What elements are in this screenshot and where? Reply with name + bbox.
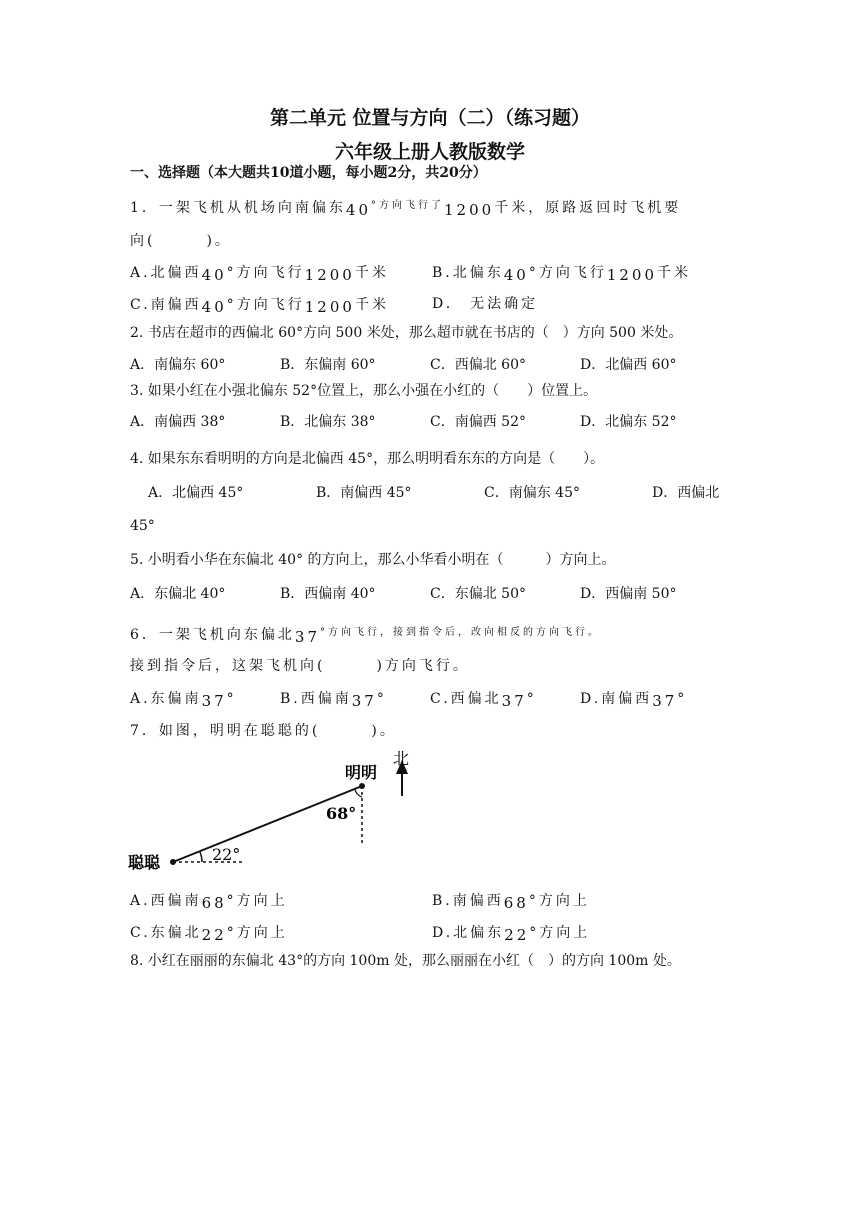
question-7-option-a[interactable]: A.西偏南68°方向上 [130, 893, 288, 912]
question-1-stem-cont: 向( )。 [130, 233, 232, 249]
question-5-option-a[interactable]: A．东偏北 40° [130, 586, 226, 602]
question-3-option-a[interactable]: A．南偏西 38° [130, 414, 226, 430]
question-6-option-d[interactable]: D.南偏西37° [580, 691, 688, 710]
question-4-option-d[interactable]: D．西偏北 [652, 485, 720, 501]
question-1-option-c[interactable]: C.南偏西40°方向飞行1200千米 [130, 297, 389, 316]
angle-arc-top [355, 789, 362, 797]
question-6-option-a[interactable]: A.东偏南37° [130, 691, 237, 710]
question-2-option-c[interactable]: C．西偏北 60° [430, 357, 526, 373]
question-5-stem: 5. 小明看小华在东偏北 40° 的方向上，那么小华看小明在（ ）方向上。 [130, 552, 616, 568]
page-title: 第二单元 位置与方向（二）（练习题） [269, 107, 591, 129]
question-2-option-b[interactable]: B．东偏南 60° [280, 357, 376, 373]
question-3-stem: 3. 如果小红在小强北偏东 52°位置上，那么小强在小红的（ ）位置上。 [130, 383, 598, 399]
question-8-stem: 8. 小红在丽丽的东偏北 43°的方向 100m 处，那么丽丽在小红（ ）的方向 100m 处。 [130, 953, 681, 969]
question-6-stem: 6．一架飞机向东偏北$37^{^\circ 方向飞行,接到指令后,改向相反的方向飞行。}$ [130, 627, 602, 646]
north-label: 北 [393, 749, 410, 768]
question-1-option-a[interactable]: A.北偏西40°方向飞行1200千米 [130, 265, 389, 284]
question-2-stem: 2. 书店在超市的西偏北 60°方向 500 米处，那么超市就在书店的（ ）方向 500 米处。 [130, 325, 683, 341]
question-5-option-c[interactable]: C．东偏北 50° [430, 586, 526, 602]
question-2-option-a[interactable]: A．南偏东 60° [130, 357, 226, 373]
question-3-option-b[interactable]: B．北偏东 38° [280, 414, 376, 430]
question-1-option-b[interactable]: B.北偏东40°方向飞行1200千米 [432, 265, 692, 284]
section-heading: 一、选择题（本大题共10道小题，每小题2分，共20分） [130, 165, 487, 181]
question-4-option-c[interactable]: C．南偏东 45° [484, 485, 580, 501]
point-label-mingming: 明明 [345, 763, 378, 782]
point-mingming [359, 783, 365, 789]
question-4-option-b[interactable]: B．南偏西 45° [316, 485, 412, 501]
point-label-congcong: 聪聪 [128, 853, 161, 872]
question-6-option-b[interactable]: B.西偏南37° [280, 691, 387, 710]
question-7-option-b[interactable]: B.南偏西68°方向上 [432, 893, 590, 912]
direction-figure [120, 742, 440, 872]
question-2-option-d[interactable]: D．北偏西 60° [580, 357, 677, 373]
question-3-option-c[interactable]: C．南偏西 52° [430, 414, 526, 430]
question-7-option-c[interactable]: C.东偏北22°方向上 [130, 925, 288, 944]
point-congcong [170, 859, 176, 865]
question-6-option-c[interactable]: C.西偏北37° [430, 691, 537, 710]
question-1-option-d[interactable]: D. 无法确定 [432, 296, 539, 312]
question-3-option-d[interactable]: D．北偏东 52° [580, 414, 677, 430]
question-4-option-a[interactable]: A．北偏西 45° [148, 485, 244, 501]
question-5-option-d[interactable]: D．西偏南 50° [580, 586, 677, 602]
question-5-option-b[interactable]: B．西偏南 40° [280, 586, 376, 602]
question-4-stem: 4. 如果东东看明明的方向是北偏西 45°，那么明明看东东的方向是（ ）。 [130, 451, 605, 467]
question-4-option-d-cont: 45° [130, 518, 155, 534]
page-subtitle: 六年级上册人教版数学 [334, 141, 525, 163]
angle-label-68: 68° [326, 804, 357, 823]
question-7-stem: 7．如图，明明在聪聪的( )。 [130, 723, 397, 739]
connecting-line [173, 786, 362, 862]
angle-arc-bottom [200, 852, 202, 862]
question-6-stem-cont: 接到指令后，这架飞机向( )方向飞行。 [130, 658, 470, 674]
question-1-stem: 1．一架飞机从机场向南偏东$40^{^\circ 方向飞行了}1200$千米，原路返回时飞机要 [130, 200, 682, 219]
question-7-option-d[interactable]: D.北偏东22°方向上 [432, 925, 591, 944]
angle-label-22: 22° [212, 845, 241, 864]
